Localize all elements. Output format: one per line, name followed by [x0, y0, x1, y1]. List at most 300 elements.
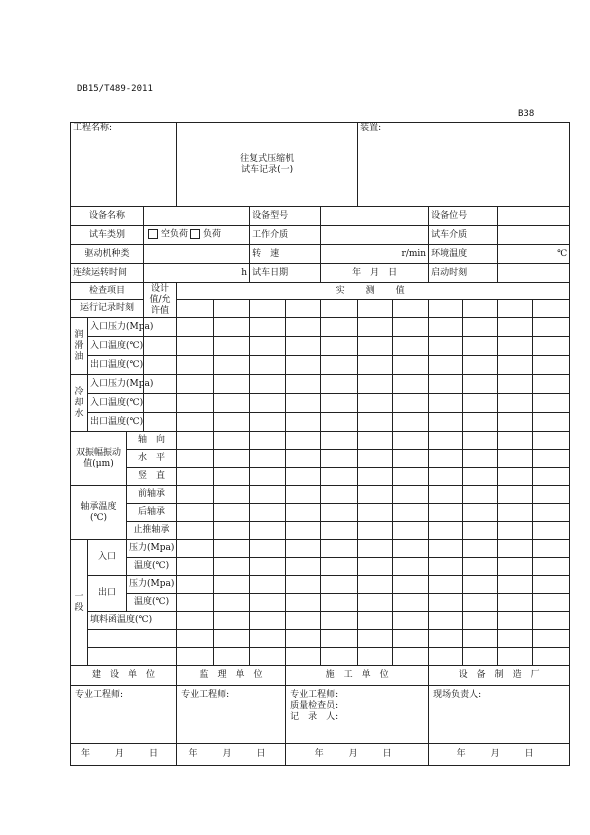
measurement-cell[interactable] — [463, 504, 498, 522]
measurement-cell[interactable] — [393, 576, 429, 594]
measurement-cell[interactable] — [321, 540, 358, 558]
measurement-cell[interactable] — [286, 375, 321, 394]
measurement-cell[interactable] — [321, 612, 358, 630]
measurement-cell[interactable] — [429, 413, 463, 432]
build-unit-sign[interactable] — [71, 686, 177, 744]
measurement-cell[interactable] — [533, 375, 570, 394]
measurement-cell[interactable] — [250, 468, 286, 486]
measurement-cell[interactable] — [533, 413, 570, 432]
measurement-cell[interactable] — [144, 356, 177, 375]
measurement-cell[interactable] — [429, 558, 463, 576]
measurement-cell[interactable] — [498, 558, 533, 576]
build-unit-header: 建 设 单 位 — [71, 666, 177, 686]
measurement-cell[interactable] — [358, 337, 393, 356]
measurement-cell[interactable] — [358, 648, 393, 666]
measurement-cell[interactable] — [393, 300, 429, 318]
measurement-cell[interactable] — [463, 450, 498, 468]
measurement-cell[interactable] — [533, 612, 570, 630]
measurement-cell[interactable] — [463, 594, 498, 612]
construct-unit-date[interactable]: 年 月 日 — [286, 744, 429, 766]
measurement-cell[interactable] — [358, 394, 393, 413]
measurement-cell[interactable] — [358, 413, 393, 432]
measurement-cell[interactable] — [321, 486, 358, 504]
measurement-cell[interactable] — [498, 612, 533, 630]
measurement-cell[interactable] — [214, 630, 250, 648]
ambient-temp-value[interactable]: ℃ — [498, 245, 570, 264]
driver-type-label: 驱动机种类 — [71, 245, 144, 264]
measurement-cell[interactable] — [177, 630, 214, 648]
measurement-cell[interactable] — [250, 522, 286, 540]
site-manager-label: 现场负责人: — [433, 690, 482, 700]
load-checkbox[interactable] — [190, 229, 200, 239]
measurement-cell[interactable] — [321, 318, 358, 337]
measurement-cell[interactable] — [533, 630, 570, 648]
measurement-cell[interactable] — [463, 522, 498, 540]
measurement-cell[interactable] — [250, 432, 286, 450]
measurement-cell[interactable] — [533, 468, 570, 486]
measurement-cell[interactable] — [177, 612, 214, 630]
measurement-cell[interactable] — [533, 648, 570, 666]
project-name-cell[interactable] — [71, 123, 177, 207]
cool-inlet-pressure-label: 入口压力(Mpa) — [88, 375, 144, 394]
measurement-cell[interactable] — [463, 318, 498, 337]
measurement-cell[interactable] — [429, 432, 463, 450]
maker-sign[interactable] — [429, 686, 570, 744]
measurement-cell[interactable] — [177, 413, 214, 432]
measurement-cell[interactable] — [177, 504, 214, 522]
measurement-cell[interactable] — [321, 375, 358, 394]
load-label: 负荷 — [203, 229, 222, 240]
measurement-cell[interactable] — [393, 413, 429, 432]
measurement-cell[interactable] — [429, 300, 463, 318]
run-time-value[interactable]: h — [144, 264, 250, 283]
measurement-cell[interactable] — [286, 394, 321, 413]
measurement-cell[interactable] — [250, 594, 286, 612]
measurement-cell[interactable] — [429, 594, 463, 612]
measurement-cell[interactable] — [321, 394, 358, 413]
measurement-cell[interactable] — [533, 558, 570, 576]
measurement-cell[interactable] — [321, 648, 358, 666]
measurement-cell[interactable] — [250, 375, 286, 394]
measurement-cell[interactable] — [533, 318, 570, 337]
measurement-cell[interactable] — [177, 648, 214, 666]
bearing-temp-label: 轴承温度(℃) — [71, 486, 127, 540]
measurement-cell[interactable] — [533, 300, 570, 318]
measurement-cell[interactable] — [177, 540, 214, 558]
measurement-cell[interactable] — [321, 450, 358, 468]
maker-header: 设 备 制 造 厂 — [429, 666, 570, 686]
measurement-cell[interactable] — [286, 413, 321, 432]
cooling-water-label: 冷却水 — [71, 375, 88, 432]
measurement-cell[interactable] — [250, 300, 286, 318]
no-load-checkbox[interactable] — [148, 229, 158, 239]
measurement-cell[interactable] — [214, 413, 250, 432]
measurement-cell[interactable] — [498, 522, 533, 540]
measurement-cell[interactable] — [214, 375, 250, 394]
measurement-cell[interactable] — [429, 375, 463, 394]
stage-inlet-temp-label: 温度(℃) — [127, 558, 177, 576]
measurement-cell[interactable] — [250, 318, 286, 337]
trial-record-form — [70, 122, 570, 766]
measurement-cell[interactable] — [498, 648, 533, 666]
measurement-cell[interactable] — [214, 394, 250, 413]
measurement-cell[interactable] — [214, 540, 250, 558]
measurement-cell[interactable] — [358, 630, 393, 648]
standard-number: DB15/T489-2011 — [77, 84, 153, 94]
measurement-cell[interactable] — [463, 375, 498, 394]
measurement-cell[interactable] — [393, 337, 429, 356]
measurement-cell[interactable] — [463, 558, 498, 576]
measurement-cell[interactable] — [463, 486, 498, 504]
measurement-cell[interactable] — [250, 504, 286, 522]
measurement-cell[interactable] — [286, 576, 321, 594]
equip-no-label: 设备位号 — [429, 207, 498, 226]
measurement-cell[interactable] — [144, 394, 177, 413]
recorder-label: 记 录 人: — [290, 712, 339, 722]
start-time-value[interactable] — [498, 264, 570, 283]
measurement-cell[interactable] — [250, 630, 286, 648]
measurement-cell[interactable] — [250, 486, 286, 504]
measurement-cell[interactable] — [393, 612, 429, 630]
measurement-cell[interactable] — [286, 356, 321, 375]
measurement-cell[interactable] — [321, 522, 358, 540]
measurement-cell[interactable] — [498, 450, 533, 468]
measurement-cell[interactable] — [286, 594, 321, 612]
measurement-cell[interactable] — [498, 432, 533, 450]
measurement-cell[interactable] — [250, 648, 286, 666]
cool-inlet-temp-label: 入口温度(℃) — [88, 394, 144, 413]
measurement-cell[interactable] — [429, 394, 463, 413]
measurement-cell[interactable] — [463, 356, 498, 375]
measurement-cell[interactable] — [498, 630, 533, 648]
equip-model-label: 设备型号 — [250, 207, 321, 226]
measurement-cell[interactable] — [177, 486, 214, 504]
construct-unit-sign[interactable] — [286, 686, 429, 744]
measurement-cell[interactable] — [177, 468, 214, 486]
supervise-unit-date[interactable]: 年 月 日 — [177, 744, 286, 766]
measurement-cell[interactable] — [393, 630, 429, 648]
measurement-cell[interactable] — [393, 558, 429, 576]
measurement-cell[interactable] — [393, 486, 429, 504]
measurement-cell[interactable] — [429, 522, 463, 540]
measurement-cell[interactable] — [393, 648, 429, 666]
measurement-cell[interactable] — [286, 540, 321, 558]
measurement-cell[interactable] — [250, 337, 286, 356]
measurement-cell[interactable] — [498, 318, 533, 337]
measurement-cell[interactable] — [463, 612, 498, 630]
measurement-cell[interactable] — [144, 413, 177, 432]
measurement-cell[interactable] — [214, 468, 250, 486]
speed-label: 转 速 — [250, 245, 321, 264]
ambient-temp-label: 环境温度 — [429, 245, 498, 264]
measurement-cell[interactable] — [393, 356, 429, 375]
measurement-cell[interactable] — [393, 432, 429, 450]
stage-one-label: 一段 — [71, 540, 88, 666]
lube-outlet-temp-label: 出口温度(℃) — [88, 356, 144, 375]
measurement-cell[interactable] — [321, 356, 358, 375]
measurement-cell[interactable] — [429, 486, 463, 504]
measurement-cell[interactable] — [250, 450, 286, 468]
supervise-unit-sign[interactable] — [177, 686, 286, 744]
record-time-label: 运行记录时刻 — [71, 300, 144, 318]
measurement-cell[interactable] — [250, 413, 286, 432]
measurement-cell[interactable] — [533, 394, 570, 413]
front-bearing-label: 前轴承 — [127, 486, 177, 504]
lube-inlet-pressure-label: 入口压力(Mpa) — [88, 318, 144, 337]
measurement-cell[interactable] — [177, 432, 214, 450]
measured-header: 实 测 值 — [177, 283, 570, 300]
measurement-cell[interactable] — [177, 594, 214, 612]
measurement-cell[interactable] — [286, 468, 321, 486]
measurement-cell[interactable] — [429, 540, 463, 558]
measurement-cell[interactable] — [358, 540, 393, 558]
measurement-cell[interactable] — [250, 558, 286, 576]
maker-date[interactable]: 年 月 日 — [429, 744, 570, 766]
measurement-cell[interactable] — [214, 300, 250, 318]
measurement-cell[interactable] — [498, 576, 533, 594]
measurement-cell[interactable] — [214, 612, 250, 630]
measurement-cell[interactable] — [358, 375, 393, 394]
measurement-cell[interactable] — [177, 558, 214, 576]
measurement-cell[interactable] — [393, 375, 429, 394]
device-label: 装置: — [360, 123, 382, 133]
measurement-cell[interactable] — [250, 394, 286, 413]
stage-outlet-pressure-label: 压力(Mpa) — [127, 576, 177, 594]
measurement-cell[interactable] — [177, 356, 214, 375]
measurement-cell[interactable] — [429, 648, 463, 666]
measurement-cell[interactable] — [358, 300, 393, 318]
measurement-cell[interactable] — [286, 300, 321, 318]
measurement-cell[interactable] — [250, 612, 286, 630]
form-code: B38 — [518, 109, 535, 119]
measurement-cell[interactable] — [358, 356, 393, 375]
measurement-cell[interactable] — [498, 356, 533, 375]
lube-oil-label: 润滑油 — [71, 318, 88, 375]
measurement-cell[interactable] — [321, 576, 358, 594]
measurement-cell[interactable] — [533, 594, 570, 612]
blank-item[interactable] — [88, 630, 177, 648]
measurement-cell[interactable] — [177, 300, 214, 318]
blank-item[interactable] — [88, 648, 177, 666]
measurement-cell[interactable] — [321, 594, 358, 612]
measurement-cell[interactable] — [463, 394, 498, 413]
measurement-cell[interactable] — [393, 394, 429, 413]
measurement-cell[interactable] — [214, 576, 250, 594]
rear-bearing-label: 后轴承 — [127, 504, 177, 522]
speed-value[interactable]: r/min — [321, 245, 429, 264]
measurement-cell[interactable] — [358, 594, 393, 612]
measurement-cell[interactable] — [429, 504, 463, 522]
measurement-cell[interactable] — [214, 318, 250, 337]
measurement-cell[interactable] — [393, 522, 429, 540]
measurement-cell[interactable] — [214, 504, 250, 522]
measurement-cell[interactable] — [533, 522, 570, 540]
measurement-cell[interactable] — [286, 450, 321, 468]
measurement-cell[interactable] — [321, 432, 358, 450]
measurement-cell[interactable] — [358, 576, 393, 594]
measurement-cell[interactable] — [498, 486, 533, 504]
measurement-cell[interactable] — [177, 375, 214, 394]
trial-date-label: 试车日期 — [250, 264, 321, 283]
equip-no-value[interactable] — [498, 207, 570, 226]
project-name-label: 工程名称: — [73, 123, 113, 133]
measurement-cell[interactable] — [498, 375, 533, 394]
measurement-cell[interactable] — [358, 468, 393, 486]
measurement-cell[interactable] — [177, 337, 214, 356]
measurement-cell[interactable] — [214, 486, 250, 504]
measurement-cell[interactable] — [286, 630, 321, 648]
measurement-cell[interactable] — [144, 337, 177, 356]
measurement-cell[interactable] — [393, 504, 429, 522]
axial-label: 轴 向 — [127, 432, 177, 450]
measurement-cell[interactable] — [393, 468, 429, 486]
driver-type-value[interactable] — [144, 245, 250, 264]
measurement-cell[interactable] — [463, 648, 498, 666]
measurement-cell[interactable] — [286, 504, 321, 522]
measurement-cell[interactable] — [358, 318, 393, 337]
measurement-cell[interactable] — [358, 522, 393, 540]
stage-inlet-label: 入口 — [88, 540, 127, 576]
measurement-cell[interactable] — [321, 630, 358, 648]
measurement-cell[interactable] — [177, 318, 214, 337]
measurement-cell[interactable] — [463, 300, 498, 318]
measurement-cell[interactable] — [498, 468, 533, 486]
measurement-cell[interactable] — [498, 504, 533, 522]
supervise-unit-header: 监 理 单 位 — [177, 666, 286, 686]
measurement-cell[interactable] — [358, 612, 393, 630]
check-items-header: 检查项目 — [71, 283, 144, 300]
measurement-cell[interactable] — [321, 504, 358, 522]
measurement-cell[interactable] — [214, 450, 250, 468]
equip-name-value[interactable] — [144, 207, 250, 226]
vertical-label: 竖 直 — [127, 468, 177, 486]
measurement-cell[interactable] — [533, 432, 570, 450]
measurement-cell[interactable] — [498, 540, 533, 558]
measurement-cell[interactable] — [177, 576, 214, 594]
measurement-cell[interactable] — [429, 630, 463, 648]
trial-type-label: 试车类别 — [71, 226, 144, 245]
construct-engineer-label: 专业工程师: — [290, 690, 339, 700]
measurement-cell[interactable] — [533, 356, 570, 375]
measurement-cell[interactable] — [358, 486, 393, 504]
measurement-cell[interactable] — [429, 318, 463, 337]
measurement-cell[interactable] — [498, 413, 533, 432]
measurement-cell[interactable] — [214, 594, 250, 612]
measurement-cell[interactable] — [463, 540, 498, 558]
work-medium-value[interactable] — [321, 226, 429, 245]
measurement-cell[interactable] — [214, 522, 250, 540]
measurement-cell[interactable] — [177, 522, 214, 540]
measurement-cell[interactable] — [463, 337, 498, 356]
trial-date-value[interactable]: 年 月 日 — [321, 264, 429, 283]
measurement-cell[interactable] — [393, 318, 429, 337]
measurement-cell[interactable] — [286, 337, 321, 356]
start-time-label: 启动时刻 — [429, 264, 498, 283]
measurement-cell[interactable] — [321, 337, 358, 356]
measurement-cell[interactable] — [286, 318, 321, 337]
measurement-cell[interactable] — [463, 630, 498, 648]
horizontal-label: 水 平 — [127, 450, 177, 468]
trial-medium-value[interactable] — [498, 226, 570, 245]
measurement-cell[interactable] — [393, 540, 429, 558]
measurement-cell[interactable] — [358, 432, 393, 450]
measurement-cell[interactable] — [214, 558, 250, 576]
packing-temp-label: 填料函温度(℃) — [88, 612, 177, 630]
measurement-cell[interactable] — [429, 356, 463, 375]
measurement-cell[interactable] — [358, 450, 393, 468]
measurement-cell[interactable] — [393, 594, 429, 612]
measurement-cell[interactable] — [498, 594, 533, 612]
measurement-cell[interactable] — [498, 394, 533, 413]
measurement-cell[interactable] — [533, 540, 570, 558]
measurement-cell[interactable] — [321, 413, 358, 432]
equip-model-value[interactable] — [321, 207, 429, 226]
measurement-cell[interactable] — [498, 337, 533, 356]
measurement-cell[interactable] — [177, 450, 214, 468]
measurement-cell[interactable] — [463, 432, 498, 450]
measurement-cell[interactable] — [214, 356, 250, 375]
measurement-cell[interactable] — [286, 558, 321, 576]
measurement-cell[interactable] — [533, 504, 570, 522]
measurement-cell[interactable] — [250, 356, 286, 375]
lube-inlet-temp-label: 入口温度(℃) — [88, 337, 144, 356]
no-load-label: 空负荷 — [161, 229, 189, 240]
measurement-cell[interactable] — [321, 468, 358, 486]
measurement-cell[interactable] — [463, 576, 498, 594]
run-time-label: 连续运转时间 — [71, 264, 144, 283]
measurement-cell[interactable] — [533, 576, 570, 594]
measurement-cell[interactable] — [286, 486, 321, 504]
trial-medium-label: 试车介质 — [429, 226, 498, 245]
measurement-cell[interactable] — [498, 300, 533, 318]
measurement-cell[interactable] — [393, 450, 429, 468]
stage-outlet-label: 出口 — [88, 576, 127, 612]
measurement-cell[interactable] — [214, 337, 250, 356]
stage-outlet-temp-label: 温度(℃) — [127, 594, 177, 612]
measurement-cell[interactable] — [429, 468, 463, 486]
measurement-cell[interactable] — [358, 558, 393, 576]
build-unit-date[interactable]: 年 月 日 — [71, 744, 177, 766]
measurement-cell[interactable] — [286, 432, 321, 450]
measurement-cell[interactable] — [250, 576, 286, 594]
measurement-cell[interactable] — [321, 300, 358, 318]
measurement-cell[interactable] — [429, 337, 463, 356]
measurement-cell[interactable] — [533, 337, 570, 356]
measurement-cell[interactable] — [358, 504, 393, 522]
measurement-cell[interactable] — [463, 468, 498, 486]
measurement-cell[interactable] — [463, 413, 498, 432]
measurement-cell[interactable] — [429, 450, 463, 468]
measurement-cell[interactable] — [286, 612, 321, 630]
measurement-cell[interactable] — [533, 450, 570, 468]
measurement-cell[interactable] — [321, 558, 358, 576]
measurement-cell[interactable] — [214, 648, 250, 666]
measurement-cell[interactable] — [177, 394, 214, 413]
measurement-cell[interactable] — [533, 486, 570, 504]
measurement-cell[interactable] — [214, 432, 250, 450]
equip-name-label: 设备名称 — [71, 207, 144, 226]
construct-unit-header: 施 工 单 位 — [286, 666, 429, 686]
form-title: 往复式压缩机 试车记录(一) — [177, 123, 358, 207]
measurement-cell[interactable] — [286, 648, 321, 666]
measurement-cell[interactable] — [429, 576, 463, 594]
measurement-cell[interactable] — [286, 522, 321, 540]
supervise-engineer-label: 专业工程师: — [181, 690, 230, 700]
measurement-cell[interactable] — [250, 540, 286, 558]
device-cell[interactable] — [358, 123, 570, 207]
cool-outlet-temp-label: 出口温度(℃) — [88, 413, 144, 432]
measurement-cell[interactable] — [429, 612, 463, 630]
